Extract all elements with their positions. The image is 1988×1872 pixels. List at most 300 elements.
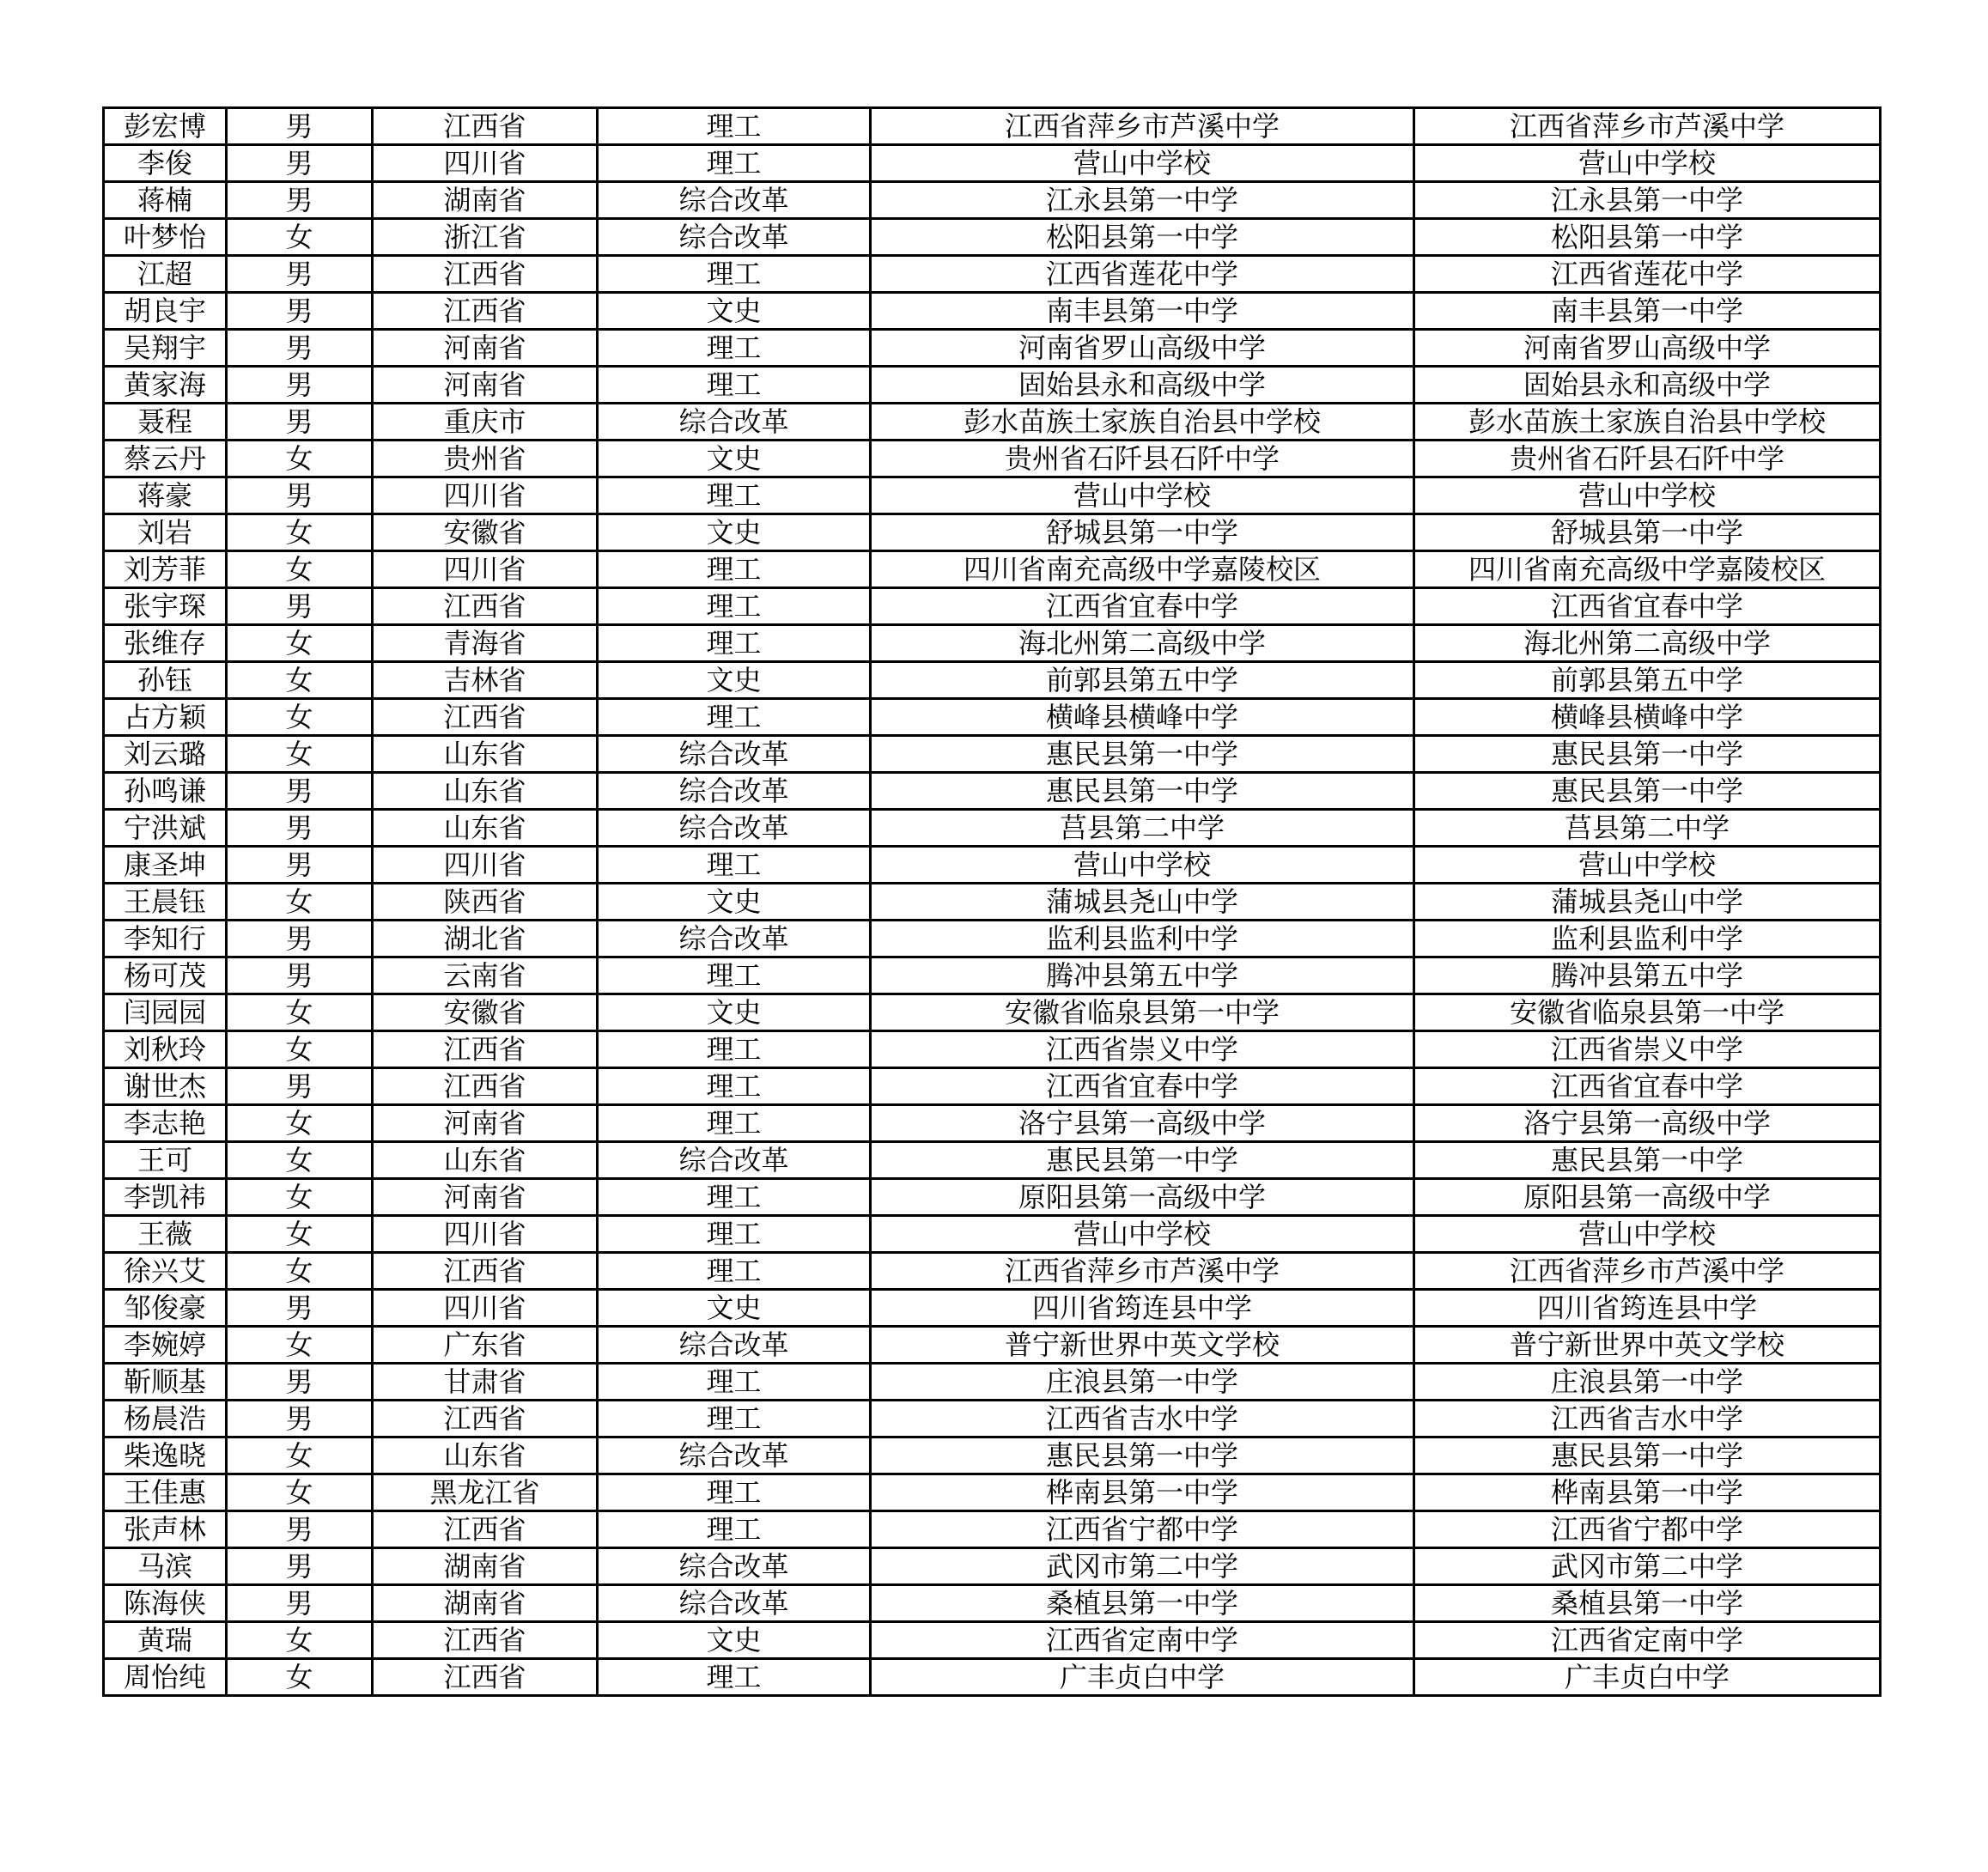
school-cell-duplicate: 营山中学校 [1414, 145, 1881, 182]
gender-cell: 女 [227, 1437, 373, 1474]
name-cell: 聂程 [104, 404, 227, 441]
gender-cell: 男 [227, 1585, 373, 1622]
province-cell: 四川省 [373, 477, 598, 514]
school-cell: 河南省罗山高级中学 [871, 330, 1414, 367]
province-cell: 河南省 [373, 330, 598, 367]
category-cell: 理工 [598, 1031, 871, 1068]
table-row [104, 1105, 1881, 1142]
category-cell: 综合改革 [598, 404, 871, 441]
table-row [104, 1401, 1881, 1437]
gender-cell: 男 [227, 957, 373, 994]
gender-cell: 男 [227, 1401, 373, 1437]
name-cell: 邹俊豪 [104, 1290, 227, 1327]
school-cell-duplicate: 莒县第二中学 [1414, 810, 1881, 847]
name-cell: 蔡云丹 [104, 441, 227, 477]
category-cell: 综合改革 [598, 736, 871, 773]
name-cell: 蒋豪 [104, 477, 227, 514]
school-cell: 惠民县第一中学 [871, 1142, 1414, 1179]
name-cell: 李志艳 [104, 1105, 227, 1142]
school-cell-duplicate: 固始县永和高级中学 [1414, 367, 1881, 404]
school-cell: 莒县第二中学 [871, 810, 1414, 847]
table-row [104, 404, 1881, 441]
category-cell: 文史 [598, 293, 871, 330]
school-cell: 蒲城县尧山中学 [871, 884, 1414, 921]
province-cell: 江西省 [373, 256, 598, 293]
school-cell-duplicate: 惠民县第一中学 [1414, 1142, 1881, 1179]
province-cell: 青海省 [373, 625, 598, 662]
school-cell-duplicate: 庄浪县第一中学 [1414, 1364, 1881, 1401]
table-row [104, 1548, 1881, 1585]
table-row [104, 588, 1881, 625]
school-cell-duplicate: 原阳县第一高级中学 [1414, 1179, 1881, 1216]
category-cell: 综合改革 [598, 773, 871, 810]
table-row [104, 736, 1881, 773]
school-cell: 惠民县第一中学 [871, 1437, 1414, 1474]
table-row [104, 1142, 1881, 1179]
school-cell: 惠民县第一中学 [871, 773, 1414, 810]
name-cell: 刘秋玲 [104, 1031, 227, 1068]
province-cell: 河南省 [373, 1179, 598, 1216]
province-cell: 江西省 [373, 293, 598, 330]
school-cell-duplicate: 南丰县第一中学 [1414, 293, 1881, 330]
category-cell: 文史 [598, 994, 871, 1031]
province-cell: 湖北省 [373, 921, 598, 957]
school-cell-duplicate: 江西省吉水中学 [1414, 1401, 1881, 1437]
name-cell: 李俊 [104, 145, 227, 182]
category-cell: 文史 [598, 662, 871, 699]
gender-cell: 男 [227, 256, 373, 293]
school-cell: 江永县第一中学 [871, 182, 1414, 219]
gender-cell: 男 [227, 1068, 373, 1105]
school-cell: 营山中学校 [871, 1216, 1414, 1253]
category-cell: 理工 [598, 1105, 871, 1142]
province-cell: 江西省 [373, 588, 598, 625]
category-cell: 文史 [598, 1622, 871, 1659]
gender-cell: 男 [227, 293, 373, 330]
table-row [104, 441, 1881, 477]
table-row [104, 921, 1881, 957]
category-cell: 综合改革 [598, 921, 871, 957]
table-row [104, 551, 1881, 588]
category-cell: 文史 [598, 514, 871, 551]
category-cell: 综合改革 [598, 1437, 871, 1474]
name-cell: 李知行 [104, 921, 227, 957]
school-cell-duplicate: 彭水苗族土家族自治县中学校 [1414, 404, 1881, 441]
gender-cell: 男 [227, 404, 373, 441]
name-cell: 张声林 [104, 1511, 227, 1548]
school-cell: 营山中学校 [871, 477, 1414, 514]
school-cell-duplicate: 舒城县第一中学 [1414, 514, 1881, 551]
category-cell: 综合改革 [598, 1327, 871, 1364]
gender-cell: 女 [227, 1142, 373, 1179]
name-cell: 王薇 [104, 1216, 227, 1253]
province-cell: 江西省 [373, 1659, 598, 1696]
category-cell: 理工 [598, 1216, 871, 1253]
school-cell: 监利县监利中学 [871, 921, 1414, 957]
gender-cell: 女 [227, 699, 373, 736]
name-cell: 刘岩 [104, 514, 227, 551]
province-cell: 河南省 [373, 1105, 598, 1142]
gender-cell: 男 [227, 108, 373, 145]
name-cell: 靳顺基 [104, 1364, 227, 1401]
gender-cell: 男 [227, 773, 373, 810]
category-cell: 文史 [598, 1290, 871, 1327]
gender-cell: 男 [227, 1364, 373, 1401]
name-cell: 闫园园 [104, 994, 227, 1031]
name-cell: 周怡纯 [104, 1659, 227, 1696]
province-cell: 湖南省 [373, 1585, 598, 1622]
province-cell: 江西省 [373, 1401, 598, 1437]
province-cell: 江西省 [373, 1622, 598, 1659]
table-row [104, 182, 1881, 219]
category-cell: 理工 [598, 145, 871, 182]
table-row [104, 1659, 1881, 1696]
school-cell: 南丰县第一中学 [871, 293, 1414, 330]
school-cell: 惠民县第一中学 [871, 736, 1414, 773]
school-cell-duplicate: 蒲城县尧山中学 [1414, 884, 1881, 921]
school-cell-duplicate: 惠民县第一中学 [1414, 773, 1881, 810]
name-cell: 杨晨浩 [104, 1401, 227, 1437]
province-cell: 甘肃省 [373, 1364, 598, 1401]
category-cell: 理工 [598, 1068, 871, 1105]
province-cell: 江西省 [373, 1253, 598, 1290]
school-cell: 普宁新世界中英文学校 [871, 1327, 1414, 1364]
school-cell: 原阳县第一高级中学 [871, 1179, 1414, 1216]
province-cell: 黑龙江省 [373, 1474, 598, 1511]
gender-cell: 男 [227, 1548, 373, 1585]
name-cell: 柴逸晓 [104, 1437, 227, 1474]
school-cell-duplicate: 江西省宜春中学 [1414, 1068, 1881, 1105]
school-cell-duplicate: 海北州第二高级中学 [1414, 625, 1881, 662]
school-cell-duplicate: 普宁新世界中英文学校 [1414, 1327, 1881, 1364]
province-cell: 四川省 [373, 1216, 598, 1253]
name-cell: 占方颖 [104, 699, 227, 736]
name-cell: 马滨 [104, 1548, 227, 1585]
gender-cell: 女 [227, 1622, 373, 1659]
gender-cell: 女 [227, 1327, 373, 1364]
name-cell: 陈海侠 [104, 1585, 227, 1622]
school-cell-duplicate: 江西省宜春中学 [1414, 588, 1881, 625]
gender-cell: 男 [227, 477, 373, 514]
province-cell: 山东省 [373, 1437, 598, 1474]
school-cell-duplicate: 横峰县横峰中学 [1414, 699, 1881, 736]
school-cell-duplicate: 广丰贞白中学 [1414, 1659, 1881, 1696]
school-cell-duplicate: 四川省南充高级中学嘉陵校区 [1414, 551, 1881, 588]
table-row [104, 1031, 1881, 1068]
category-cell: 理工 [598, 256, 871, 293]
category-cell: 综合改革 [598, 182, 871, 219]
province-cell: 四川省 [373, 145, 598, 182]
school-cell: 四川省筠连县中学 [871, 1290, 1414, 1327]
name-cell: 杨可茂 [104, 957, 227, 994]
category-cell: 理工 [598, 1474, 871, 1511]
category-cell: 理工 [598, 477, 871, 514]
category-cell: 综合改革 [598, 1585, 871, 1622]
school-cell: 江西省萍乡市芦溪中学 [871, 108, 1414, 145]
category-cell: 理工 [598, 957, 871, 994]
gender-cell: 男 [227, 367, 373, 404]
school-cell-duplicate: 安徽省临泉县第一中学 [1414, 994, 1881, 1031]
school-cell-duplicate: 四川省筠连县中学 [1414, 1290, 1881, 1327]
name-cell: 王可 [104, 1142, 227, 1179]
school-cell: 横峰县横峰中学 [871, 699, 1414, 736]
table-row [104, 330, 1881, 367]
gender-cell: 女 [227, 1216, 373, 1253]
school-cell: 彭水苗族土家族自治县中学校 [871, 404, 1414, 441]
province-cell: 山东省 [373, 810, 598, 847]
student-table [102, 106, 1882, 1697]
province-cell: 河南省 [373, 367, 598, 404]
table-row [104, 957, 1881, 994]
table-row [104, 1474, 1881, 1511]
name-cell: 徐兴艾 [104, 1253, 227, 1290]
gender-cell: 女 [227, 441, 373, 477]
gender-cell: 男 [227, 847, 373, 884]
province-cell: 江西省 [373, 1511, 598, 1548]
table-row [104, 1179, 1881, 1216]
province-cell: 山东省 [373, 736, 598, 773]
province-cell: 江西省 [373, 108, 598, 145]
category-cell: 理工 [598, 108, 871, 145]
school-cell: 营山中学校 [871, 847, 1414, 884]
province-cell: 江西省 [373, 699, 598, 736]
school-cell: 江西省崇义中学 [871, 1031, 1414, 1068]
school-cell-duplicate: 营山中学校 [1414, 1216, 1881, 1253]
gender-cell: 女 [227, 219, 373, 256]
name-cell: 刘云璐 [104, 736, 227, 773]
name-cell: 黄瑞 [104, 1622, 227, 1659]
table-row [104, 662, 1881, 699]
school-cell: 庄浪县第一中学 [871, 1364, 1414, 1401]
category-cell: 理工 [598, 551, 871, 588]
category-cell: 综合改革 [598, 810, 871, 847]
category-cell: 理工 [598, 1364, 871, 1401]
province-cell: 江西省 [373, 1031, 598, 1068]
category-cell: 理工 [598, 1511, 871, 1548]
province-cell: 安徽省 [373, 514, 598, 551]
name-cell: 康圣坤 [104, 847, 227, 884]
school-cell-duplicate: 江西省莲花中学 [1414, 256, 1881, 293]
province-cell: 江西省 [373, 1068, 598, 1105]
table-row [104, 1585, 1881, 1622]
name-cell: 谢世杰 [104, 1068, 227, 1105]
name-cell: 孙钰 [104, 662, 227, 699]
category-cell: 理工 [598, 847, 871, 884]
school-cell: 营山中学校 [871, 145, 1414, 182]
category-cell: 理工 [598, 330, 871, 367]
gender-cell: 男 [227, 588, 373, 625]
gender-cell: 女 [227, 994, 373, 1031]
school-cell-duplicate: 贵州省石阡县石阡中学 [1414, 441, 1881, 477]
gender-cell: 男 [227, 182, 373, 219]
gender-cell: 女 [227, 1179, 373, 1216]
gender-cell: 女 [227, 1105, 373, 1142]
province-cell: 安徽省 [373, 994, 598, 1031]
province-cell: 吉林省 [373, 662, 598, 699]
table-row [104, 1253, 1881, 1290]
category-cell: 理工 [598, 1253, 871, 1290]
school-cell-duplicate: 江西省宁都中学 [1414, 1511, 1881, 1548]
gender-cell: 男 [227, 330, 373, 367]
category-cell: 综合改革 [598, 1142, 871, 1179]
school-cell-duplicate: 监利县监利中学 [1414, 921, 1881, 957]
table-row [104, 1437, 1881, 1474]
name-cell: 张宇琛 [104, 588, 227, 625]
category-cell: 文史 [598, 441, 871, 477]
table-row [104, 884, 1881, 921]
name-cell: 李婉婷 [104, 1327, 227, 1364]
table-row [104, 699, 1881, 736]
school-cell: 贵州省石阡县石阡中学 [871, 441, 1414, 477]
gender-cell: 女 [227, 1474, 373, 1511]
school-cell: 固始县永和高级中学 [871, 367, 1414, 404]
name-cell: 吴翔宇 [104, 330, 227, 367]
school-cell: 江西省宁都中学 [871, 1511, 1414, 1548]
school-cell: 四川省南充高级中学嘉陵校区 [871, 551, 1414, 588]
school-cell: 江西省宜春中学 [871, 1068, 1414, 1105]
school-cell: 广丰贞白中学 [871, 1659, 1414, 1696]
category-cell: 理工 [598, 625, 871, 662]
name-cell: 王晨钰 [104, 884, 227, 921]
name-cell: 彭宏博 [104, 108, 227, 145]
school-cell-duplicate: 腾冲县第五中学 [1414, 957, 1881, 994]
table-row [104, 1327, 1881, 1364]
school-cell-duplicate: 江西省萍乡市芦溪中学 [1414, 108, 1881, 145]
table-row [104, 994, 1881, 1031]
table-row [104, 1290, 1881, 1327]
name-cell: 王佳惠 [104, 1474, 227, 1511]
table-row [104, 1068, 1881, 1105]
table-body [104, 108, 1881, 1696]
province-cell: 湖南省 [373, 1548, 598, 1585]
category-cell: 综合改革 [598, 1548, 871, 1585]
school-cell: 江西省吉水中学 [871, 1401, 1414, 1437]
school-cell-duplicate: 江永县第一中学 [1414, 182, 1881, 219]
school-cell-duplicate: 营山中学校 [1414, 477, 1881, 514]
table-row [104, 773, 1881, 810]
category-cell: 综合改革 [598, 219, 871, 256]
gender-cell: 女 [227, 884, 373, 921]
table-row [104, 367, 1881, 404]
gender-cell: 女 [227, 551, 373, 588]
province-cell: 贵州省 [373, 441, 598, 477]
province-cell: 山东省 [373, 1142, 598, 1179]
province-cell: 陕西省 [373, 884, 598, 921]
table-row [104, 108, 1881, 145]
school-cell-duplicate: 松阳县第一中学 [1414, 219, 1881, 256]
province-cell: 四川省 [373, 1290, 598, 1327]
name-cell: 胡良宇 [104, 293, 227, 330]
school-cell: 海北州第二高级中学 [871, 625, 1414, 662]
name-cell: 李凯祎 [104, 1179, 227, 1216]
name-cell: 蒋楠 [104, 182, 227, 219]
gender-cell: 男 [227, 1290, 373, 1327]
school-cell: 江西省宜春中学 [871, 588, 1414, 625]
province-cell: 山东省 [373, 773, 598, 810]
province-cell: 四川省 [373, 551, 598, 588]
school-cell-duplicate: 洛宁县第一高级中学 [1414, 1105, 1881, 1142]
table-row [104, 145, 1881, 182]
school-cell-duplicate: 武冈市第二中学 [1414, 1548, 1881, 1585]
name-cell: 宁洪斌 [104, 810, 227, 847]
province-cell: 浙江省 [373, 219, 598, 256]
province-cell: 重庆市 [373, 404, 598, 441]
gender-cell: 女 [227, 625, 373, 662]
table-row [104, 256, 1881, 293]
school-cell: 江西省萍乡市芦溪中学 [871, 1253, 1414, 1290]
name-cell: 张维存 [104, 625, 227, 662]
school-cell: 江西省定南中学 [871, 1622, 1414, 1659]
name-cell: 孙鸣谦 [104, 773, 227, 810]
school-cell: 松阳县第一中学 [871, 219, 1414, 256]
school-cell-duplicate: 江西省萍乡市芦溪中学 [1414, 1253, 1881, 1290]
category-cell: 文史 [598, 884, 871, 921]
table-row [104, 625, 1881, 662]
school-cell: 桦南县第一中学 [871, 1474, 1414, 1511]
table-row [104, 1511, 1881, 1548]
table-row [104, 477, 1881, 514]
gender-cell: 女 [227, 1659, 373, 1696]
school-cell-duplicate: 桑植县第一中学 [1414, 1585, 1881, 1622]
gender-cell: 男 [227, 145, 373, 182]
gender-cell: 男 [227, 1511, 373, 1548]
school-cell-duplicate: 江西省崇义中学 [1414, 1031, 1881, 1068]
table-row [104, 1622, 1881, 1659]
school-cell-duplicate: 河南省罗山高级中学 [1414, 330, 1881, 367]
name-cell: 刘芳菲 [104, 551, 227, 588]
name-cell: 江超 [104, 256, 227, 293]
province-cell: 四川省 [373, 847, 598, 884]
table-row [104, 219, 1881, 256]
name-cell: 黄家海 [104, 367, 227, 404]
school-cell: 前郭县第五中学 [871, 662, 1414, 699]
table-row [104, 847, 1881, 884]
school-cell: 洛宁县第一高级中学 [871, 1105, 1414, 1142]
school-cell-duplicate: 惠民县第一中学 [1414, 1437, 1881, 1474]
category-cell: 理工 [598, 699, 871, 736]
province-cell: 广东省 [373, 1327, 598, 1364]
school-cell: 舒城县第一中学 [871, 514, 1414, 551]
category-cell: 理工 [598, 1179, 871, 1216]
school-cell: 安徽省临泉县第一中学 [871, 994, 1414, 1031]
category-cell: 理工 [598, 588, 871, 625]
category-cell: 理工 [598, 1659, 871, 1696]
school-cell-duplicate: 惠民县第一中学 [1414, 736, 1881, 773]
gender-cell: 女 [227, 1031, 373, 1068]
gender-cell: 女 [227, 1253, 373, 1290]
school-cell: 江西省莲花中学 [871, 256, 1414, 293]
gender-cell: 男 [227, 921, 373, 957]
gender-cell: 女 [227, 736, 373, 773]
school-cell-duplicate: 营山中学校 [1414, 847, 1881, 884]
table-row [104, 1216, 1881, 1253]
category-cell: 理工 [598, 1401, 871, 1437]
table-row [104, 1364, 1881, 1401]
gender-cell: 女 [227, 662, 373, 699]
table-row [104, 514, 1881, 551]
school-cell: 腾冲县第五中学 [871, 957, 1414, 994]
gender-cell: 女 [227, 514, 373, 551]
province-cell: 湖南省 [373, 182, 598, 219]
school-cell-duplicate: 桦南县第一中学 [1414, 1474, 1881, 1511]
category-cell: 理工 [598, 367, 871, 404]
school-cell-duplicate: 前郭县第五中学 [1414, 662, 1881, 699]
school-cell: 武冈市第二中学 [871, 1548, 1414, 1585]
name-cell: 叶梦怡 [104, 219, 227, 256]
school-cell: 桑植县第一中学 [871, 1585, 1414, 1622]
gender-cell: 男 [227, 810, 373, 847]
table-row [104, 293, 1881, 330]
